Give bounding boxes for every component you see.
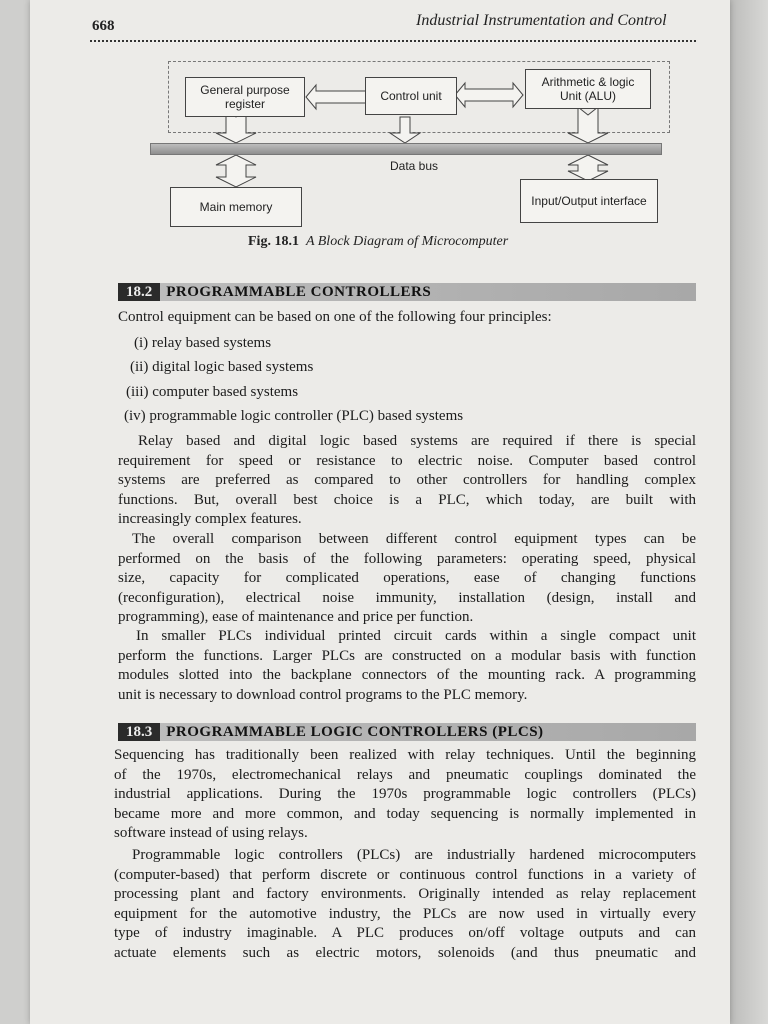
bus-memory-arrow	[216, 155, 256, 187]
text-line: software instead of using relays.	[114, 825, 308, 842]
text-line: equipment for the automotive industry, the PLCs are now used in virtually every	[114, 905, 696, 922]
running-head: Industrial Instrumentation and Control	[416, 12, 667, 29]
main-memory-box: Main memory	[170, 187, 302, 227]
section-number: 18.2	[118, 283, 160, 301]
paragraph-relay	[118, 432, 696, 530]
text-line: programming), ease of maintenance and price per function.	[118, 609, 474, 626]
text-line: functions. But, overall best choice is a PLC, which today, are built with	[118, 491, 696, 508]
text-line: actuate elements such as electric motors, solenoids (and thus pneumatic and	[114, 944, 696, 961]
figure-caption-label: Fig. 18.1	[248, 234, 299, 249]
section-number: 18.3	[118, 723, 160, 741]
text-line: industrial applications. During the 1970s programmable logic controllers (PLCs)	[114, 786, 696, 803]
text-line: type of industry imaginable. A PLC produces on/off voltage outputs and can	[114, 925, 696, 942]
paragraph-sequencing	[114, 746, 696, 844]
page-number: 668	[92, 18, 115, 34]
gpr-box: General purpose register	[185, 77, 305, 117]
section-18-2-heading	[118, 283, 696, 301]
bus-io-arrow	[568, 155, 608, 181]
text-line: size, capacity for complicated operations, ease of changing functions	[118, 570, 696, 587]
list-item-i: (i) relay based systems	[134, 335, 272, 351]
text-line: In smaller PLCs individual printed circuit cards within a single compact unit	[136, 628, 696, 644]
block-diagram	[110, 55, 670, 245]
section-title: PROGRAMMABLE CONTROLLERS	[166, 283, 432, 300]
text-line: of the 1970s, electromechanical relays and pneumatic couplings dominated the	[114, 766, 696, 783]
text-line: requirement for speed or resistance to electric noise. Computer based control	[118, 452, 696, 469]
text-line: modules slotted into the backplane connectors of the mounting rack. A programming	[118, 667, 696, 684]
text-line: Programmable logic controllers (PLCs) are industrially hardened microcomputers	[132, 847, 696, 863]
text-line: The overall comparison between different control equipment types can be	[132, 531, 696, 547]
list-item-iii: (iii) computer based systems	[126, 384, 299, 400]
text-line: Relay based and digital logic based systems are required if there is special	[138, 433, 696, 449]
text-line: unit is necessary to download control programs to the PLC memory.	[118, 686, 528, 703]
data-bus-label: Data bus	[390, 159, 439, 173]
alu-box: Arithmetic & logic Unit (ALU)	[525, 69, 651, 109]
page-edge-shadow	[730, 0, 768, 1024]
section-intro: Control equipment can be based on one of the following four principles:	[118, 309, 552, 325]
io-interface-box: Input/Output interface	[520, 179, 658, 223]
text-line: processing plant and factory environments. Originally intended as relay replacement	[114, 886, 696, 903]
figure-caption	[248, 234, 508, 250]
data-bus	[150, 143, 662, 155]
text-line: systems are preferred as compared to other controllers for handling complex	[118, 472, 696, 489]
text-line: (reconfiguration), electrical noise immunity, installation (design, install and	[118, 589, 696, 606]
text-line: (computer-based) that perform discrete or continuous control functions in a variety of	[114, 866, 696, 883]
header-rule	[90, 40, 696, 42]
text-line: Sequencing has traditionally been realized with relay techniques. Until the beginning	[114, 747, 696, 763]
list-item-iv: (iv) programmable logic controller (PLC) based systems	[124, 408, 464, 424]
text-line: performed on the basis of the following parameters: operating speed, physical	[118, 550, 696, 567]
section-18-3-heading	[118, 723, 696, 741]
section-title: PROGRAMMABLE LOGIC CONTROLLERS (PLCS)	[166, 723, 544, 740]
control-unit-box: Control unit	[365, 77, 457, 115]
list-item-ii: (ii) digital logic based systems	[130, 359, 314, 375]
control-alu-arrow	[455, 83, 523, 107]
figure-caption-text: A Block Diagram of Microcomputer	[305, 234, 509, 249]
text-line: perform the functions. Larger PLCs are constructed on a modular basis with function	[118, 647, 696, 664]
paragraph-comparison	[118, 530, 696, 628]
paragraph-plc-definition	[114, 846, 696, 964]
paragraph-smaller-plcs	[118, 627, 696, 705]
text-line: increasingly complex features.	[118, 511, 302, 528]
alu-bus-arrow	[568, 107, 608, 143]
control-bus-arrow	[390, 117, 420, 143]
text-line: became more and more common, and today sequencing is normally implemented in	[114, 805, 696, 822]
